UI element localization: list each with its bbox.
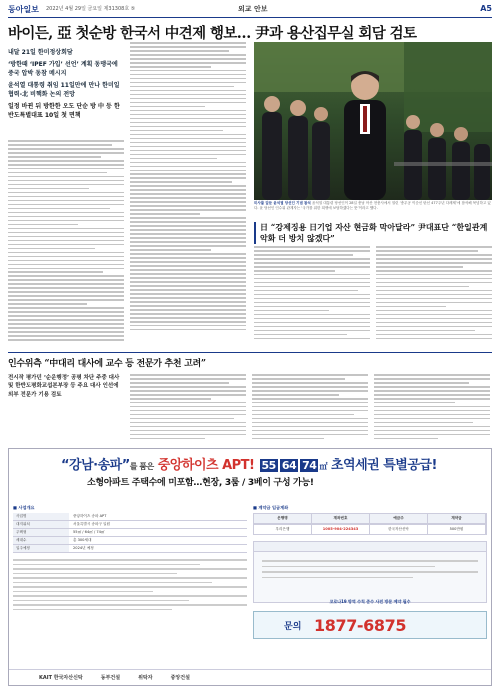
ad-size-1: 55 — [261, 459, 276, 472]
ad-region: “강남·송파” — [61, 458, 130, 473]
subhead-4: 일정 바뀐 뒤 방한한 오도 단순 방 中 등 한반도특별대표 10일 첫 면책 — [8, 103, 120, 119]
ad-offer: 초역세권 특별공급! — [330, 458, 437, 473]
masthead — [8, 4, 492, 18]
sponsor-logo: 동부건설 — [100, 675, 121, 681]
ad-subheadline: 소형아파트 주택수에 미포함…현장, 3룸 / 3베이 구성 가능! — [87, 478, 314, 488]
ad-table-title: ■ 사업개요 — [13, 505, 35, 510]
ad-headline — [61, 454, 437, 473]
main-headline: 바이든, 亞 첫순방 한국서 中견제 행보… 尹과 용산집무실 회담 검토 — [8, 25, 417, 42]
section-divider — [8, 352, 492, 353]
ad-brand: 중앙하이츠 APT! — [157, 458, 255, 473]
ad-table-row: 대지위치 서울특별시 송파구 일원 — [13, 521, 247, 529]
article-text-col-3 — [254, 246, 370, 346]
sponsor-logo: KAIT 한국자산신탁 — [39, 675, 83, 681]
ad-bank-title: ■ 계약금 입금계좌 — [253, 505, 289, 510]
ad-phone-box — [253, 611, 487, 639]
ad-phone-label: 문의 — [284, 622, 302, 632]
ad-notice: 코로나19 방역 수칙 준수 사전 방문 예약 필수 — [329, 599, 411, 604]
ad-bank-row: 우리은행 1005-904-224343 한국자산신탁 500만원 — [253, 524, 487, 535]
subhead-2: ‘방한때 ‘IPEF 가입’ 선언’ 계획 동맹국에 중국 압박 동참 메시지 — [8, 61, 118, 77]
ad-connector: 를 품은 — [129, 462, 154, 471]
photo-caption — [254, 201, 492, 212]
ad-size-2: 64 — [281, 459, 297, 472]
apartment-advertisement — [8, 448, 492, 686]
ad-size-unit: ㎡ — [319, 462, 327, 471]
sponsor-logo: 중앙건설 — [170, 675, 190, 681]
story2-text-col-2 — [252, 374, 368, 444]
pull-quote: 日 “강제징용 日기업 자산 현금화 막아달라” 尹대표단 “한일관계 악화 더 방치 않겠다” — [254, 222, 492, 244]
newspaper-logo: 동아일보 — [8, 5, 39, 14]
article-text-col-1 — [8, 140, 124, 346]
ad-bank-header: 은행명 계좌번호 예금주 계약금 — [253, 513, 487, 524]
ad-sponsor-logos — [9, 669, 491, 685]
article-text-col-4 — [376, 246, 492, 346]
article-text-col-2 — [130, 42, 246, 346]
ad-project-table — [13, 503, 247, 613]
page-number: A5 — [480, 4, 492, 13]
ad-table-row: 사업명 중앙하이츠 송파 APT — [13, 513, 247, 521]
story2-text-col-1 — [130, 374, 246, 444]
subhead-3: 윤석열 대통령 취임 11일만에 만나 한미일 협력-北 비핵화 논의 전망 — [8, 82, 120, 98]
ad-banner — [9, 449, 491, 499]
subhead-1: 내달 21일 한미정상회담 — [8, 49, 73, 56]
ad-table-row: 주택형 55㎡ / 64㎡ / 74㎡ — [13, 529, 247, 537]
ad-table-row: 입주예정 2024년 예정 — [13, 545, 247, 553]
story2-text-col-3 — [374, 374, 490, 444]
ad-price-table — [253, 541, 487, 603]
left-column — [8, 48, 124, 123]
caption-label: 미사를 앞둔 윤석열 당선인 기념 참석 — [254, 201, 311, 205]
ad-account-info — [253, 503, 487, 603]
issue-date: 2022년 4월 29일 금요일 제31308호 ⑤ — [46, 6, 136, 12]
caption-text: 윤석열 대통령 당선인이 28일 충남 아산 현충사에서 열린 ‘충무공 이순신 탄신 477주년 다례제’에 참석해 묵념하고 있다. 윤 당선인 인수위 관계자는 ‘국가를 위한 희생에 보답하겠다는 뜻’이라고 했다. — [254, 201, 491, 211]
ad-phone-number: 1877-6875 — [314, 616, 407, 635]
news-photo — [254, 42, 492, 200]
sponsor-logo: 위탁자 — [138, 675, 153, 681]
ad-table-row: 세대수 총 300세대 — [13, 537, 247, 545]
section-title: 외교 안보 — [238, 5, 268, 13]
ad-size-3: 74 — [302, 459, 317, 472]
memorial-ceremony-photo — [254, 42, 492, 200]
story2-headline: 인수위측 “中대리 대사에 교수 등 전문가 추천 고려” — [8, 359, 206, 369]
story2-subhead: 전시작 평가던 ‘순운행정’ 공평 차단 주중 대사 및 한반도평화교섭본부장 등 주요 대사 인선에 외부 전문가 기용 검토 — [8, 375, 120, 398]
